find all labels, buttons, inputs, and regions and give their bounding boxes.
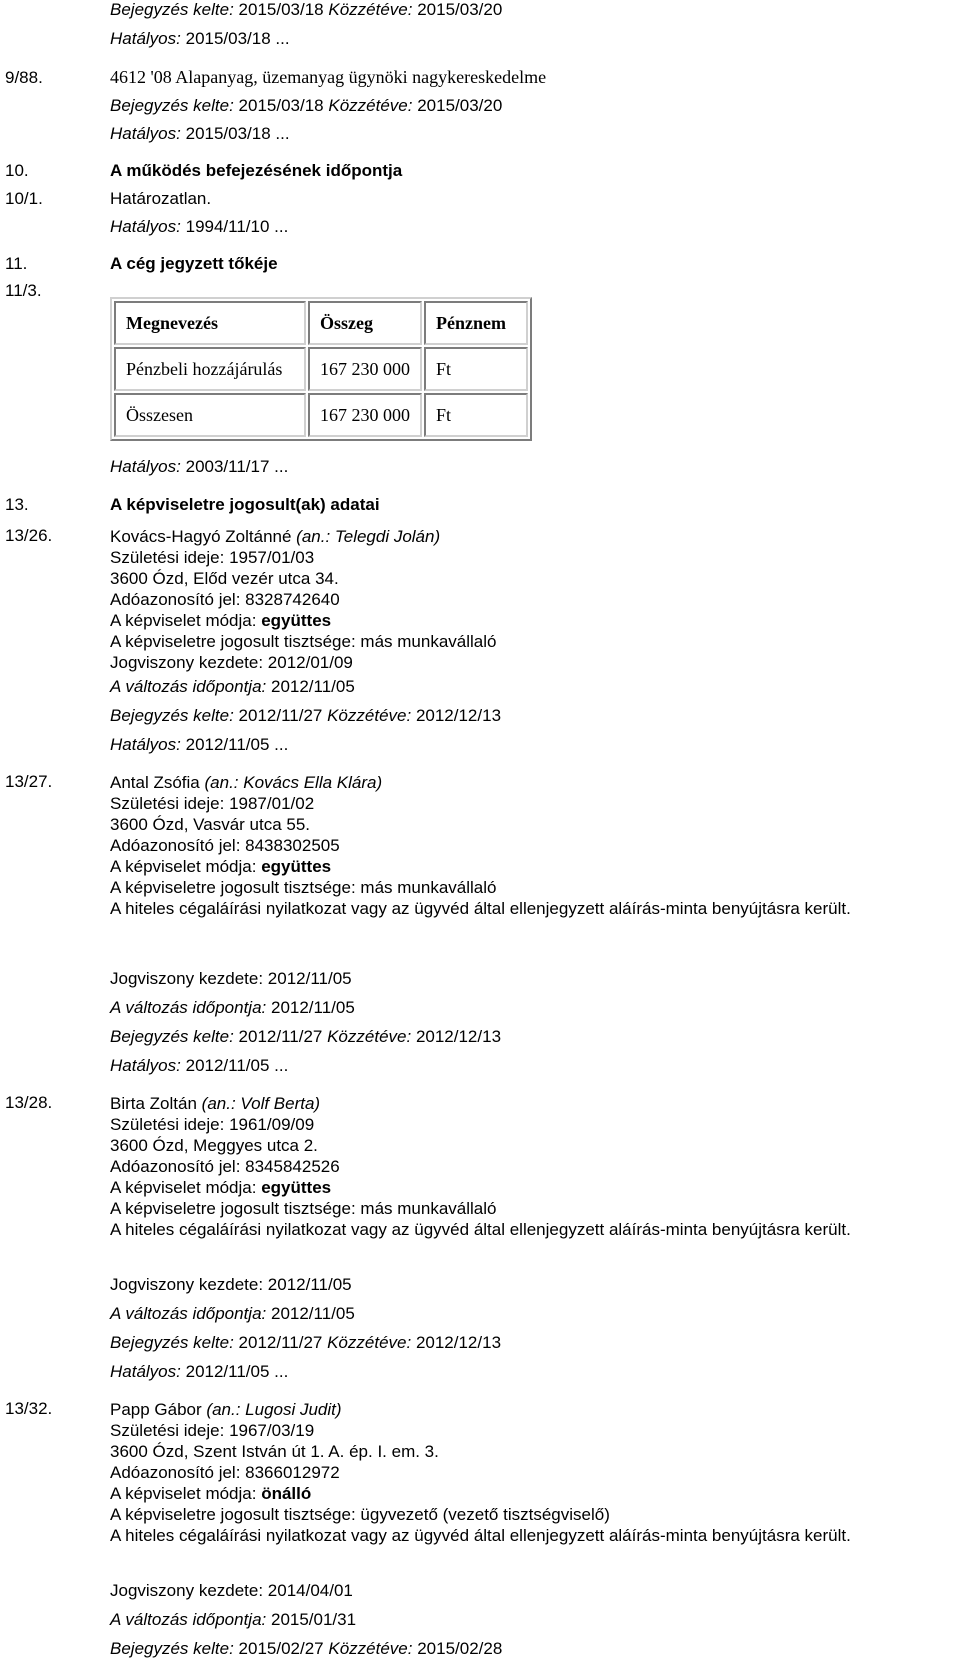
table-cell: 167 230 000 [308,347,422,391]
table-cell: Pénzbeli hozzájárulás [114,347,306,391]
address: 3600 Ózd, Szent István út 1. A. ép. I. em. 3. [110,1442,439,1461]
entry-number: 11/3. [5,281,42,300]
section-number: 13. [5,495,29,514]
activity-text: 4612 '08 Alapanyag, üzemanyag ügynöki nagykereskedelme [110,67,547,87]
change-date-line: A változás időpontja: 2015/01/31 [110,1610,357,1629]
registration-line: Bejegyzés kelte: 2015/02/27 Közzétéve: 2015/02/28 [110,1639,503,1658]
employment-start: Jogviszony kezdete: 2012/01/09 [110,653,353,672]
entry-number: 13/27. [5,772,53,791]
column-header: Megnevezés [114,301,306,345]
representative-role: A képviseletre jogosult tisztsége: ügyvezető (vezető tisztségviselő) [110,1505,610,1524]
representation-mode: A képviselet módja: önálló [110,1484,312,1503]
mother-name: (an.: Volf Berta) [201,1094,321,1113]
change-date-line: A változás időpontja: 2012/11/05 [110,1304,355,1323]
column-header: Összeg [308,301,422,345]
entry-number: 10/1. [5,189,43,208]
birth-date: Születési ideje: 1957/01/03 [110,548,315,567]
person-name: Papp Gábor [110,1400,202,1419]
registration-line: Bejegyzés kelte: 2015/03/18 Közzétéve: 2015/03/20 [110,96,503,115]
table-row [114,393,528,437]
person-block [110,526,496,673]
employment-start: Jogviszony kezdete: 2012/11/05 [110,1275,352,1294]
person-block [110,1093,851,1240]
effective-line: Hatályos: 2015/03/18 ... [110,124,290,143]
section-title: A cég jegyzett tőkéje [110,254,278,273]
change-date-line: A változás időpontja: 2012/11/05 [110,677,355,696]
signature-note: A hiteles cégaláírási nyilatkozat vagy az ügyvéd által ellenjegyzett aláírás-minta benyújtásra került. [110,1220,851,1239]
birth-date: Születési ideje: 1967/03/19 [110,1421,315,1440]
tax-id: Adóazonosító jel: 8328742640 [110,590,340,609]
entry-number: 13/32. [5,1399,53,1418]
table-row [114,347,528,391]
person-name-line [110,772,851,793]
table-cell: Összesen [114,393,306,437]
mother-name: (an.: Kovács Ella Klára) [204,773,383,792]
representative-role: A képviseletre jogosult tisztsége: más munkavállaló [110,632,497,651]
address: 3600 Ózd, Meggyes utca 2. [110,1136,318,1155]
column-header: Pénznem [424,301,528,345]
representation-mode: A képviselet módja: együttes [110,857,332,876]
table-cell: Ft [424,347,528,391]
table-header-row [114,301,528,345]
capital-table [110,297,532,441]
person-name-line [110,1399,851,1420]
person-block [110,772,851,919]
section-number: 10. [5,161,29,180]
entry-number: 13/26. [5,526,53,545]
effective-line: Hatályos: 2012/11/05 ... [110,1056,289,1075]
section-title: A képviseletre jogosult(ak) adatai [110,495,380,514]
registration-line: Bejegyzés kelte: 2012/11/27 Közzétéve: 2012/12/13 [110,706,502,725]
effective-line: Hatályos: 1994/11/10 ... [110,217,289,236]
birth-date: Születési ideje: 1987/01/02 [110,794,315,813]
tax-id: Adóazonosító jel: 8345842526 [110,1157,340,1176]
effective-line: Hatályos: 2012/11/05 ... [110,735,289,754]
tax-id: Adóazonosító jel: 8366012972 [110,1463,340,1482]
person-name: Birta Zoltán [110,1094,197,1113]
person-name: Antal Zsófia [110,773,200,792]
registration-line: Bejegyzés kelte: 2015/03/18 Közzétéve: 2015/03/20 [110,0,503,19]
registration-line: Bejegyzés kelte: 2012/11/27 Közzétéve: 2012/12/13 [110,1027,502,1046]
address: 3600 Ózd, Előd vezér utca 34. [110,569,339,588]
section-number: 11. [5,254,28,273]
birth-date: Születési ideje: 1961/09/09 [110,1115,315,1134]
employment-start: Jogviszony kezdete: 2014/04/01 [110,1581,353,1600]
effective-line: Hatályos: 2012/11/05 ... [110,1362,289,1381]
effective-line: Hatályos: 2015/03/18 ... [110,29,290,48]
registration-line: Bejegyzés kelte: 2012/11/27 Közzétéve: 2012/12/13 [110,1333,502,1352]
entry-number: 9/88. [5,68,43,87]
table-cell: 167 230 000 [308,393,422,437]
mother-name: (an.: Lugosi Judit) [206,1400,342,1419]
representation-mode: A képviselet módja: együttes [110,1178,332,1197]
table-cell: Ft [424,393,528,437]
person-name-line [110,1093,851,1114]
employment-start: Jogviszony kezdete: 2012/11/05 [110,969,352,988]
mother-name: (an.: Telegdi Jolán) [296,527,441,546]
representative-role: A képviseletre jogosult tisztsége: más munkavállaló [110,878,497,897]
entry-text: Határozatlan. [110,189,212,208]
change-date-line: A változás időpontja: 2012/11/05 [110,998,355,1017]
entry-number: 13/28. [5,1093,53,1112]
person-name-line [110,526,496,547]
section-title: A működés befejezésének időpontja [110,161,403,180]
person-block [110,1399,851,1546]
representation-mode: A képviselet módja: együttes [110,611,332,630]
person-name: Kovács-Hagyó Zoltánné [110,527,292,546]
signature-note: A hiteles cégaláírási nyilatkozat vagy az ügyvéd által ellenjegyzett aláírás-minta benyújtásra került. [110,899,851,918]
tax-id: Adóazonosító jel: 8438302505 [110,836,340,855]
address: 3600 Ózd, Vasvár utca 55. [110,815,311,834]
representative-role: A képviseletre jogosult tisztsége: más munkavállaló [110,1199,497,1218]
signature-note: A hiteles cégaláírási nyilatkozat vagy az ügyvéd által ellenjegyzett aláírás-minta benyújtásra került. [110,1526,851,1545]
effective-line: Hatályos: 2003/11/17 ... [110,457,289,476]
